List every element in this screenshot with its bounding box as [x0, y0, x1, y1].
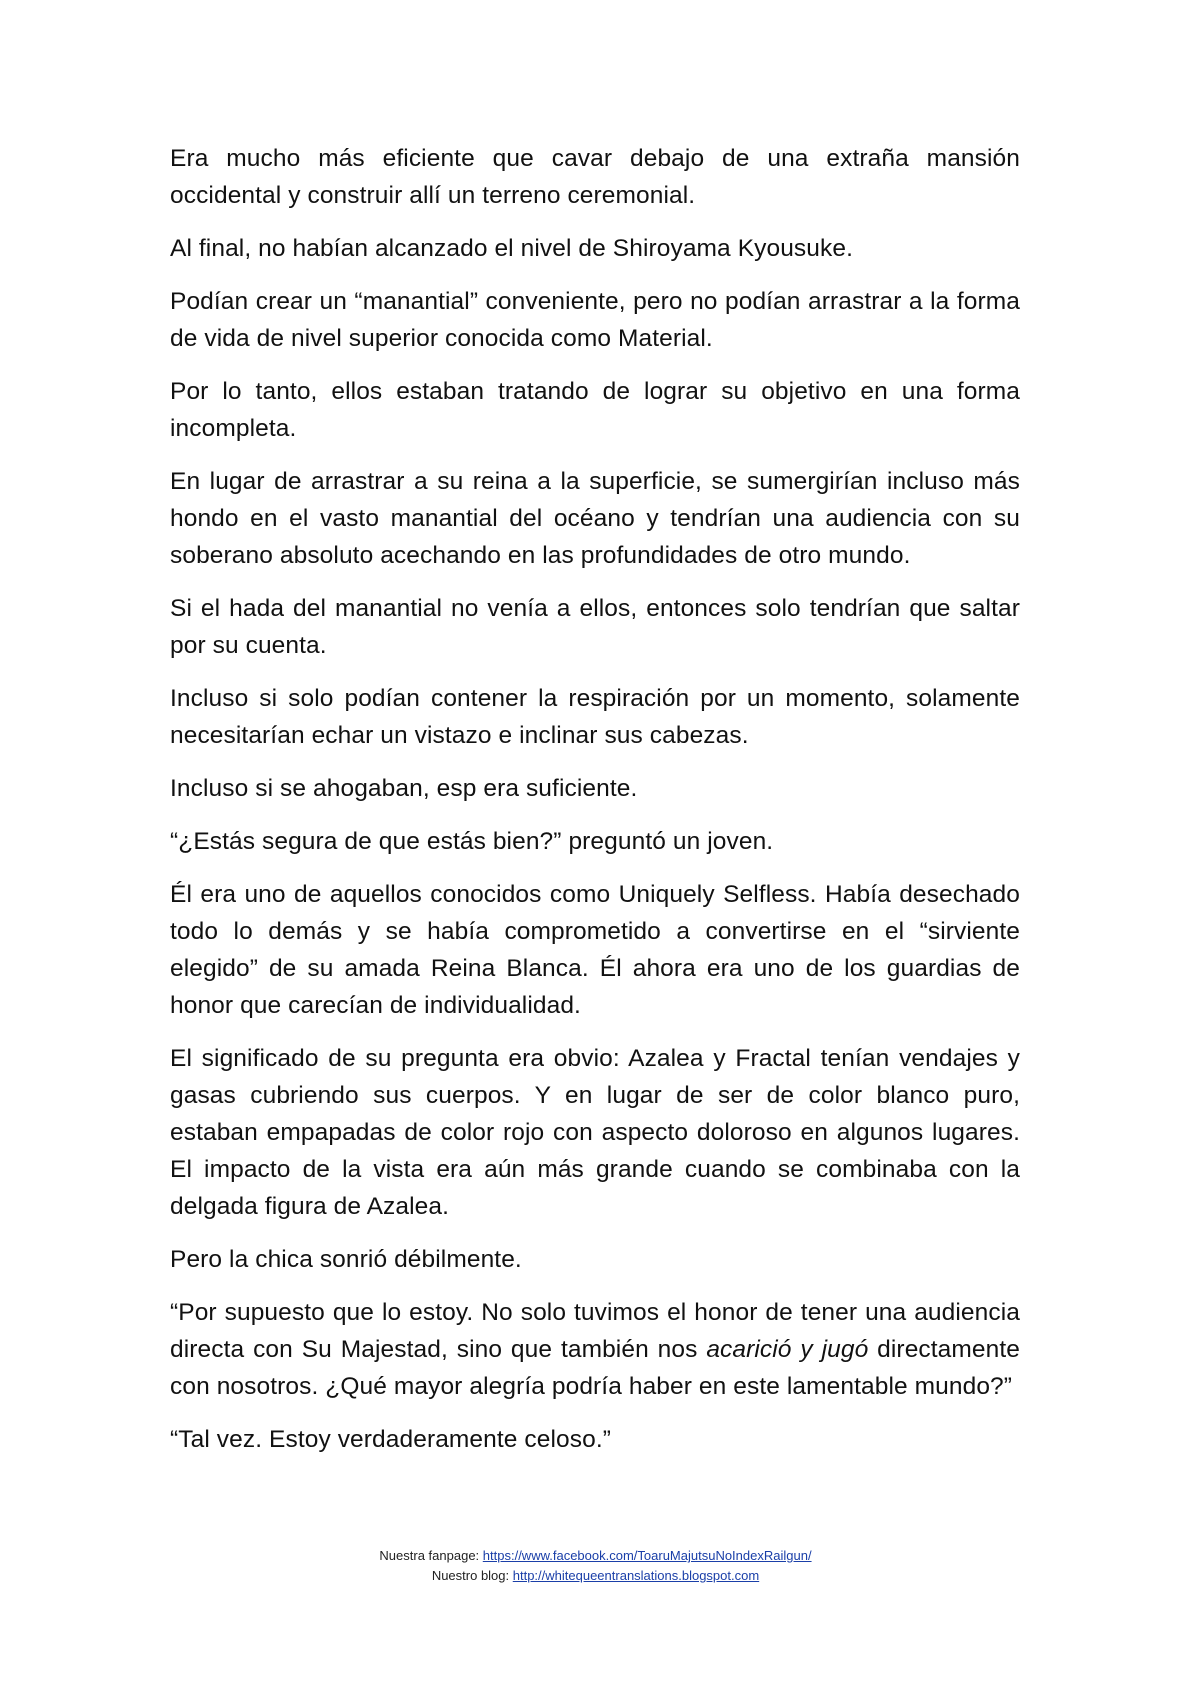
- paragraph: Si el hada del manantial no venía a ellos, entonces solo tendrían que saltar por su cuenta.: [170, 595, 1020, 659]
- fanpage-link[interactable]: https://www.facebook.com/ToaruMajutsuNoIndexRailgun/: [482, 1548, 812, 1563]
- paragraph: “¿Estás segura de que estás bien?” preguntó un joven.: [170, 828, 774, 855]
- paragraph: Era mucho más eficiente que cavar debajo de una extraña mansión occidental y construir allí un terreno ceremonial.: [170, 145, 1020, 209]
- paragraph-text: “Por supuesto que lo estoy. No solo tuvimos el honor de tener una audiencia directa con Su Majestad, sino que también nos: [170, 1299, 1020, 1363]
- paragraph: Por lo tanto, ellos estaban tratando de lograr su objetivo en una forma incompleta.: [170, 378, 1020, 442]
- page-footer: [0, 1546, 1191, 1586]
- blog-link[interactable]: http://whitequeentranslations.blogspot.com: [512, 1568, 760, 1583]
- paragraph: Podían crear un “manantial” conveniente, pero no podían arrastrar a la forma de vida de nivel superior conocida como Material.: [170, 288, 1020, 352]
- italic-phrase: acarició y jugó: [706, 1336, 869, 1363]
- body-text: [170, 140, 1020, 1474]
- paragraph: Incluso si solo podían contener la respiración por un momento, solamente necesitarían echar un vistazo e inclinar sus cabezas.: [170, 685, 1020, 749]
- paragraph: Pero la chica sonrió débilmente.: [170, 1246, 522, 1273]
- paragraph: Incluso si se ahogaban, esp era suficiente.: [170, 775, 638, 802]
- footer-fanpage-line: [0, 1546, 1191, 1566]
- paragraph: En lugar de arrastrar a su reina a la superficie, se sumergirían incluso más hondo en el vasto manantial del océano y tendrían una audiencia con su soberano absoluto acechando en las profundidades de otro mundo.: [170, 468, 1020, 569]
- paragraph: Al final, no habían alcanzado el nivel de Shiroyama Kyousuke.: [170, 235, 853, 262]
- paragraph-with-italic: [170, 1294, 1020, 1405]
- paragraph: El significado de su pregunta era obvio: Azalea y Fractal tenían vendajes y gasas cubriendo sus cuerpos. Y en lugar de ser de color blanco puro, estaban empapadas de color rojo con aspecto doloroso en algunos lugares. El impacto de la vista era aún más grande cuando se combinaba con la delgada figura de Azalea.: [170, 1045, 1020, 1220]
- paragraph: “Tal vez. Estoy verdaderamente celoso.”: [170, 1426, 612, 1453]
- footer-blog-line: [0, 1566, 1191, 1586]
- paragraph: Él era uno de aquellos conocidos como Uniquely Selfless. Había desechado todo lo demás y se había comprometido a convertirse en el “sirviente elegido” de su amada Reina Blanca. Él ahora era uno de los guardias de honor que carecían de individualidad.: [170, 881, 1020, 1019]
- footer-blog-label: Nuestro blog:: [431, 1568, 513, 1583]
- footer-fanpage-label: Nuestra fanpage:: [379, 1548, 483, 1563]
- paragraph-text: directamente con nosotros. ¿Qué mayor alegría podría haber en este lamentable mundo?”: [170, 1336, 1020, 1400]
